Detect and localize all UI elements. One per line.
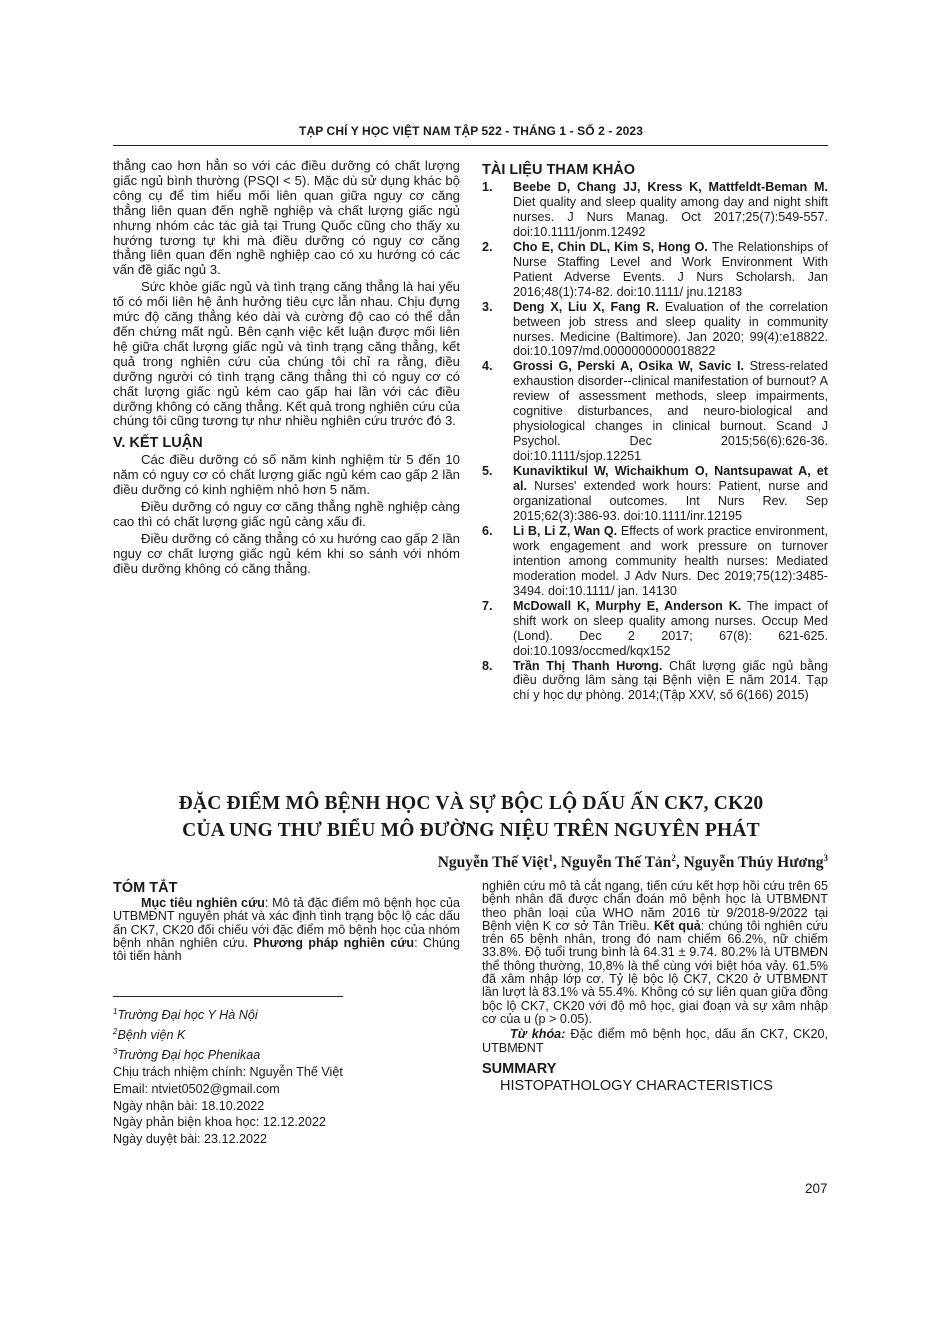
footnote-rule [113,996,343,997]
reference-item: 7. McDowall K, Murphy E, Anderson K. The impact of shift work on sleep quality among nurses. Occup Med (Lond). Dec 2 2017; 67(8): 621-625. doi:10.1093/occmed/kqx152 [482,598,828,658]
conclusion-heading: V. KẾT LUẬN [113,435,203,452]
abstract-left [113,880,460,963]
reference-item: 3. Deng X, Liu X, Fang R. Evaluation of the correlation between job stress and sleep quality in community nurses. Medicine (Baltimore). Jan 2020; 99(4):e18822. doi:10.1097/md.0000000000018822 [482,299,828,359]
page-number: 207 [805,1181,828,1196]
reference-item: 5. Kunaviktikul W, Wichaikhum O, Nantsupawat A, et al. Nurses' extended work hours: Patient, nurse and organizational outcomes. Int Nurs Rev. Sep 2015;62(3):386-93. doi:10.1111/inr.12195 [482,464,828,523]
discussion-paragraph-1: thẳng cao hơn hẳn so với các điều dưỡng có chất lượng giấc ngủ bình thường (PSQI < 5). Mặc dù sử dụng khác bộ công cụ để tìm hiểu mối liên quan giữa nguy cơ căng thẳng liên quan đến nghề nghiệp và chất lượng giấc ngủ nhưng nhóm các tác giả tại Trung Quốc cũng cho thấy xu hướng tương tự khi mà điều dưỡng có nguy cơ căng thẳng liên quan đến nghề nghiệp cao có xu hướng có các vấn đề giấc ngủ 3. [113,158,460,278]
abstract-right [482,880,828,1094]
conclusion-paragraph-3: Điều dưỡng có căng thẳng có xu hướng cao gấp 2 lần nguy cơ chất lượng giấc ngủ kém khi so sánh với nhóm điều dưỡng không có căng thẳng. [113,530,460,576]
affiliation-1: $^1$Trường Đại học Y Hà Nội [113,1007,258,1023]
review-date: Ngày phản biện khoa học: 12.12.2022 [113,1115,326,1130]
abstract-heading: TÓM TẮT [113,880,178,896]
header-rule [113,145,828,146]
conclusion-paragraph-1: Các điều dưỡng có số năm kinh nghiệm từ 5 đến 10 năm có nguy cơ có chất lượng giấc ngủ kém cao gấp 2 lần điều dưỡng có kinh nghiệm nhỏ hơn 5 năm. [113,452,460,498]
summary-heading: SUMMARY [482,1060,557,1077]
received-date: Ngày nhận bài: 18.10.2022 [113,1098,265,1113]
references-heading: TÀI LIỆU THAM KHẢO [482,162,636,178]
keywords: Từ khóa: Đặc điểm mô bệnh học, dấu ấn CK7, CK20, UTBMĐNT [482,1027,828,1055]
article-authors: Nguyễn Thế Việt$^1$, Nguyễn Thế Tản$^2$, Nguyễn Thúy Hương$^3$ [437,853,828,872]
reference-item: 1. Beebe D, Chang JJ, Kress K, Mattfeldt-Beman M. Diet quality and sleep quality among day and night shift nurses. J Nurs Manag. Oct 2017;25(7):549-557. doi:10.1111/jonm.12492 [482,180,828,239]
reference-item: 2. Cho E, Chin DL, Kim S, Hong O. The Relationships of Nurse Staffing Level and Work Environment With Patient Adverse Events. J Nurs Scholarsh. Jan 2016;48(1):74-82. doi:10.1111/ jnu.12183 [482,239,828,299]
reference-item: 4. Grossi G, Perski A, Osika W, Savic I. Stress-related exhaustion disorder--clinical manifestation of burnout? A review of assessment methods, sleep impairments, cognitive disturbances, and neuro-biological and physiological changes in clinical burnout. Scand J Psychol. Dec 2015;56(6):626-36. doi:10.1111/sjop.12251 [482,359,829,464]
conclusion-paragraph-2: Điều dưỡng có nguy cơ căng thẳng nghề nghiệp càng cao thì có chất lượng giấc ngủ càng xấu đi. [113,499,460,529]
corresponding-author: Chịu trách nhiệm chính: Nguyễn Thế Việt [113,1064,343,1079]
summary-title: HISTOPATHOLOGY CHARACTERISTICS [500,1077,773,1094]
reference-item: 8. Trần Thị Thanh Hương. Chất lượng giấc ngủ bằng điều dưỡng lâm sàng tại Bệnh viện E năm 2014. Tạp chí y học dự phòng. 2014;(Tập XXV, số 6(166) 2015) [482,658,828,703]
reference-item: 6. Li B, Li Z, Wan Q. Effects of work practice environment, work engagement and work pressure on turnover intention among community health nurses: Mediated moderation model. J Adv Nurs. Dec 2019;75(12):3485-3494. doi:10.1111/ jan. 14130 [482,523,828,598]
footnotes [113,1004,460,1148]
accepted-date: Ngày duyệt bài: 23.12.2022 [113,1132,268,1147]
discussion-paragraph-2: Sức khỏe giấc ngủ và tình trạng căng thẳng là hai yếu tố có mối liên hệ ảnh hưởng tiêu cực lẫn nhau. Chịu đựng mức độ căng thẳng kéo dài và cường độ cao có thể dẫn đến chứng mất ngủ. Bên cạnh việc kết luận được mối liên hệ giữa chất lượng giấc ngủ và tình trạng căng thẳng, kết quả trong nghiên cứu của chúng tôi chỉ ra rằng, điều dưỡng người có tình trạng căng thẳng thì có nguy cơ có chất lượng giấc ngủ kém cao gấp hai lần với các điều dưỡng không có căng thẳng. Kết quả trong nghiên cứu của chúng tôi cũng tương tự như nhiều nghiên cứu trước đó 3. [113,279,460,429]
affiliation-3: $^3$Trường Đại học Phenikaa [113,1046,261,1063]
affiliation-2: $^2$Bệnh viện K [113,1026,186,1043]
email: Email: ntviet0502@gmail.com [113,1081,280,1096]
abstract-continued: nghiên cứu mô tả cắt ngang, tiến cứu kết hợp hồi cứu trên 65 bệnh nhân đã được chẩn đoán mô bệnh học là UTBMĐNT theo phân loại của WHO năm 2016 từ 9/2018-9/2022 tại Bệnh viện K cơ sở Tân Triều. Kết quả: chúng tôi nghiên cứu trên 65 bệnh nhân, trong đó nam chiếm 66.2%, nữ chiếm 33.8%. Độ tuổi trung bình là 64.31 ± 9.74. 80.2% là UTBMĐN thể thông thường, 10,8% là thể cùng với biệt hóa vảy. 61.5% đã xâm nhập lớp cơ. Tỷ lệ bộc lộ CK7, CK20 ở UTBMĐNT lần lượt là 83.1% và 55.4%. Không có sự liên quan giữa đồng bộc lộ CK7, CK20 với độ mô học, giai đoạn và sự xâm nhập cơ của u (p > 0.05). [482,879,828,1026]
references-list [482,180,828,703]
left-column [113,159,460,577]
references-section [482,162,828,703]
article-title-line-1: ĐẶC ĐIỂM MÔ BỆNH HỌC VÀ SỰ BỘC LỘ DẤU ẤN CK7, CK20 [178,793,764,814]
abstract-objective: Mục tiêu nghiên cứu: Mô tả đặc điểm mô bệnh học của UTBMĐNT nguyên phát và xác định tình trạng bộc lộ các dấu ấn CK7, CK20 đối chiếu với đặc điểm mô bệnh học của nhóm bệnh nhân nghiên cứu. Phương pháp nghiên cứu: Chúng tôi tiến hành [113,896,460,964]
journal-header: TẠP CHÍ Y HỌC VIỆT NAM TẬP 522 - THÁNG 1 - SỐ 2 - 2023 [299,124,643,138]
article-title-line-2: CỦA UNG THƯ BIỂU MÔ ĐƯỜNG NIỆU TRÊN NGUYÊN PHÁT [182,820,760,841]
